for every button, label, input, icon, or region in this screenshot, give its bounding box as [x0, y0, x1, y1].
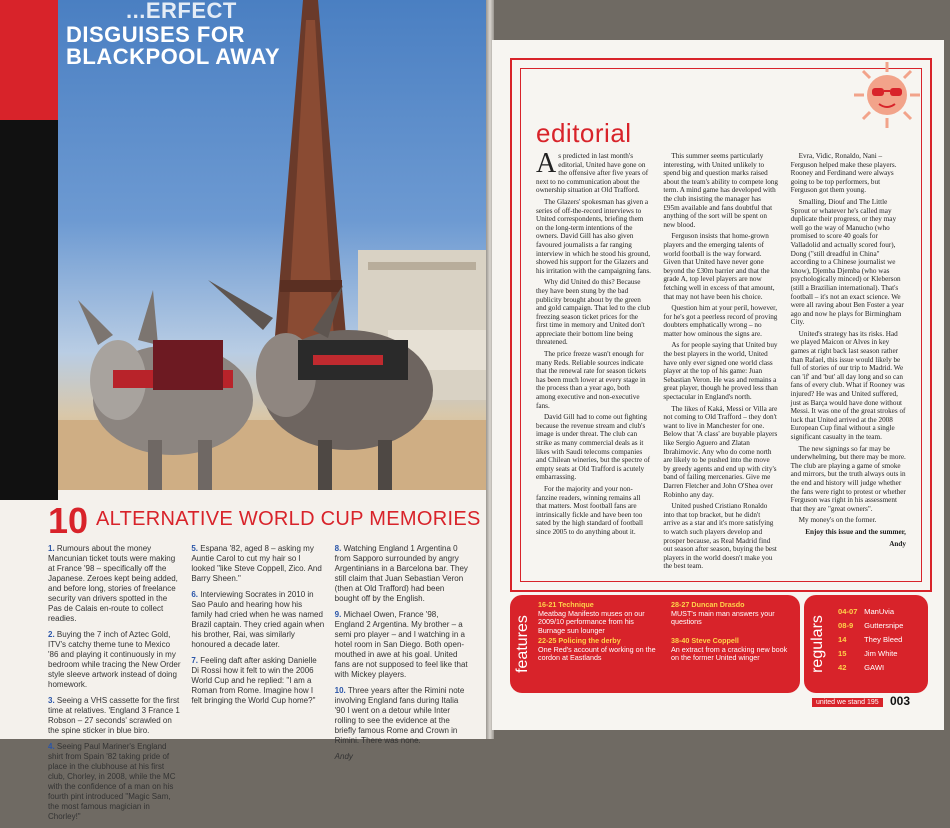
regular-item[interactable] — [838, 633, 903, 647]
feature-title: Technique — [558, 600, 594, 609]
headline — [66, 0, 280, 68]
regular-title: GAWI — [864, 663, 885, 672]
memory-number: 3. — [48, 696, 55, 705]
feature-pages: 38-40 — [671, 636, 690, 645]
editorial-title: editorial — [536, 118, 632, 148]
page-number: 003 — [890, 694, 911, 708]
editorial-paragraph: David Gill had to come out fighting because the revenue stream and club's image is under threat. The club can strike as many commercial deals as it likes with Saudi telecoms companies and Chilean wineries, but the spectre of empty seats at Old Trafford is acutely embarrassing. — [536, 413, 650, 482]
regular-pages: 08-9 — [838, 621, 854, 630]
regular-title: They Bleed — [863, 635, 903, 644]
memory-item — [335, 610, 468, 680]
memory-number: 1. — [48, 544, 55, 553]
editorial-paragraph: As for people saying that United buy the best players in the world, United have only ever signed one world class player at the top of his game: Juan Sebastian Veron. He was and remains a great player, though he proved less than spectacular in England's north. — [663, 341, 778, 402]
regular-item[interactable] — [838, 647, 903, 661]
memories-signoff: Andy — [334, 752, 353, 761]
editorial-paragraph: United's strategy has its risks. Had we played Maicon or Alves in key games at right back last season rather than Rafael, this issue would likely be full of stories of our trip to Madrid. We can 'if' and 'but' all day long and so can fans of every club. What if Rooney was injured? He was and United suffered, just as Barça would have done without Messi. It was one of the great strokes of luck that United arrived at the 2008 European Cup final without a single significant casualty in the team. — [790, 329, 906, 441]
editorial-column-3 — [791, 152, 906, 574]
regular-item[interactable] — [838, 605, 903, 619]
memory-text: Buying the 7 inch of Aztec Gold, ITV's catchy theme tune to Mexico '86 and playing it continuously in my bedroom while tracing the New Order style sleeve artwork instead of doing homework. — [48, 630, 181, 689]
feature-item[interactable] — [538, 637, 663, 663]
memory-item — [191, 590, 324, 650]
right-page — [492, 40, 944, 730]
feature-desc: Meatbag Manifesto muses on our 2009/10 performance from his Burnage sun lounger — [538, 608, 645, 635]
editorial-paragraph: The new signings so far may be underwhelming, but there may be more. The club are playing a game of smoke and mirrors, but the truth always outs in the end and history will judge whether the fans were right to protest or whether Ferguson was right in his assessment that they are "great owners". — [790, 444, 906, 513]
feature-title: Steve Coppell — [691, 636, 739, 645]
regular-pages: 15 — [838, 649, 847, 658]
editorial-paragraph: Smalling, Diouf and The Little Sprout or whatever he's called may duplicate their progress, or they may well go the way of Manucho (who promised to score 40 goals for Valladolid and actually scored four), Dong ("still dreadful in China" according to a Chinese journalist we know), Djemba Djemba (who was psychologically minced) or Kleberson (still a Brazilian international). That's football – it's not an exact science. We were all raving about Ben Foster a year ago and now he plays for Birmingham City. — [790, 197, 904, 327]
editorial-paragraph-text: s predicted in last month's editorial, United have gone on the offensive after five years of next to no communication about the ownership situation at Old Trafford. — [536, 152, 649, 195]
regular-title: ManUvia — [864, 607, 895, 616]
regular-title: Guttersnipe — [864, 621, 904, 630]
editorial-paragraph: Why did United do this? Because they have been stung by the bad publicity brought about by the green and gold campaign. That led to the club freezing season ticket prices for the first time in memory and United don't appreciate their bottom line being threatened. — [536, 278, 651, 347]
feature-item[interactable] — [671, 601, 796, 635]
memory-text: Feeling daft after asking Danielle Di Rossi how it felt to win the 2006 World Cup and he replied: "I am a Roman from Rome. Imagine how I felt bringing the World Cup home?" — [191, 656, 317, 705]
memory-item — [48, 544, 181, 624]
magazine-footer: united we stand 195 — [812, 698, 883, 707]
blackpool-donkeys-photo — [58, 0, 486, 490]
memory-text: Rumours about the money Mancunian ticket touts were making at France '98 – specifically off the Japanese. Zeroes kept being added, and before long, stories of freelance security van drivers spotted in the Pas de Calais en-route to collect readies. — [48, 544, 178, 623]
feature-title: Duncan Drasdo — [691, 600, 745, 609]
photo-illustration — [58, 0, 486, 490]
memory-number: 9. — [334, 610, 342, 619]
regular-title: Jim White — [864, 649, 898, 658]
editorial-paragraph — [536, 148, 651, 195]
memory-item — [335, 686, 468, 746]
feature-pages: 16-21 — [538, 600, 557, 609]
memory-number: 10. — [334, 686, 346, 695]
memory-number: 8. — [334, 544, 342, 553]
editorial-paragraph: My money's on the former. — [798, 516, 877, 525]
editorial-paragraph: This summer seems particularly interesting, with United unlikely to spend big and question marks raised about the team's ability to compete long term. A mind game has developed with the club insisting the manager has £95m available and fans doubtful that anything of the sort will be spent on new blood. — [663, 152, 778, 229]
memory-text: Espana '82, aged 8 – asking my Auntie Carol to cut my hair so I looked "like Steve Coppell, Zico. And Barry Sheen." — [191, 544, 322, 583]
memory-text: Three years after the Rimini note involving England fans during Italia '90 I went on a detour while Inter rolling to see the evidence at the briefly famous Rome and Crown in Rimini. There was none. — [334, 686, 465, 745]
feature-pages: 22-25 — [538, 636, 557, 645]
editorial-paragraph: United pushed Cristiano Ronaldo into that top bracket, but he didn't arrive as a star and it's more satisfying to watch such players develop and prosper because, as Real Madrid find out season after season, buying the best players in the world doesn't make you the best team. — [663, 502, 777, 571]
editorial-paragraph: Ferguson insists that home-grown players and the emerging talents of world football is the way forward. Given that United have never gone beyond the £30m barrier and that the grade A, top level players are now fetching well in excess of that amount, that may not have been his choice. — [663, 232, 775, 301]
sun-sunglasses-icon — [852, 60, 922, 130]
memory-item — [48, 696, 181, 736]
memory-item — [191, 656, 324, 706]
feature-item[interactable] — [538, 601, 663, 635]
editorial-column-1 — [536, 148, 651, 574]
editorial-paragraph: For the majority and your non-fanzine readers, winning remains all that matters. Most football fans are intrinsically fickle and have been too sated by the high standard of football since 2005 to do anything about it. — [536, 484, 643, 536]
memory-text: Interviewing Socrates in 2010 in Sao Paulo and hearing how his family had cried when he was named Brazil captain. They cried again when his brother, Rai, was similarly honoured a decade later. — [191, 590, 325, 649]
feature-desc: MUST's main man answers your questions — [671, 608, 775, 626]
world-cup-memories — [48, 494, 481, 821]
memories-column-1 — [48, 544, 181, 828]
headline-line: DISGUISES FOR — [66, 22, 245, 47]
regular-item[interactable] — [838, 661, 903, 675]
memory-number: 4. — [48, 742, 55, 751]
memory-number: 6. — [191, 590, 198, 599]
headline-line: ...ERFECT — [126, 0, 237, 23]
feature-title: Policing the derby — [558, 636, 621, 645]
memory-text: Michael Owen, France '98, England 2 Argentina. My brother – a semi pro player – and I watching in a hotel room in San Diego. Both open-mouthed in awe at his goal. United fans are not supposed to feel like that with Mickey players. — [334, 610, 468, 679]
memory-number: 2. — [48, 630, 55, 639]
headline-line: BLACKPOOL AWAY — [66, 44, 280, 69]
memory-text: Watching England 1 Argentina 0 from Sapporo surrounded by angry Argentinians in a Barcelona bar. They still claim that Juan Sebastian Veron (then at Old Trafford) had been bought off by the English. — [334, 544, 468, 603]
feature-item[interactable] — [671, 637, 796, 663]
memory-number: 7. — [191, 656, 198, 665]
editorial-column-2 — [663, 152, 778, 574]
editorial-closing-sign: Andy — [889, 539, 906, 548]
editorial-paragraph: Evra, Vidic, Ronaldo, Nani – Ferguson helped make these players. Rooney and Ferdinand were always going to be top performers, but Ferguson got them young. — [790, 152, 897, 195]
editorial-paragraph: The likes of Kaká, Messi or Villa are not coming to Old Trafford – they don't want to live in Manchester for one. Below that 'A class' are buyable players like Sergio Aguero and Zlatan Ibrahimovic. Any who do come north are likely to be pushed into the move by greedy agents and end up with city's band of failing mercenaries. Give me Darren Fletcher and John O'Shea over Robinho any day. — [663, 404, 778, 499]
editorial-closing: Enjoy this issue and the summer, — [805, 527, 906, 536]
features-list — [538, 601, 796, 663]
regulars-list — [838, 605, 903, 675]
black-band — [0, 120, 58, 500]
memory-item — [48, 630, 181, 690]
red-band — [0, 0, 58, 120]
editorial-paragraph: The Glazers' spokesman has given a series of off-the-record interviews to United correspondents, briefing them on the long-term intentions of the owners. David Gill has also given favoured journalists a far ranging interview in which he stood his ground, showed his support for the Glazers and his irritation with the campaigning fans. — [536, 197, 651, 275]
features-label — [510, 595, 534, 693]
memory-text: Seeing Paul Mariner's England shirt from Spain '82 taking pride of place in the clubhouse at his first club, Chorley, in 2008, while the MC with the confidence of a man on his fourth pint introduced "Magic Sam, the most famous magician in Chorley!" — [48, 742, 176, 821]
features-box — [510, 595, 800, 693]
features-label-text: features — [514, 615, 531, 673]
regular-pages: 14 — [838, 635, 847, 644]
feature-desc: An extract from a cracking new book on the former United winger — [671, 644, 788, 662]
editorial-paragraph: Question him at your peril, however, for he's got a peerless record of proving doubters emphatically wrong – no matter how ominous the signs are. — [663, 304, 778, 338]
list-number: 10 — [48, 500, 89, 541]
memory-item — [48, 742, 181, 822]
memory-number: 5. — [191, 544, 198, 553]
memories-column-3 — [335, 544, 468, 828]
memory-item — [191, 544, 324, 584]
feature-desc: One Red's account of working on the cordon at Eastlands — [538, 644, 656, 662]
memories-columns — [48, 544, 468, 828]
list-title: ALTERNATIVE WORLD CUP MEMORIES — [96, 508, 481, 530]
memories-column-2 — [191, 544, 324, 828]
editorial-columns — [536, 148, 906, 574]
editorial-paragraph: The price freeze wasn't enough for many Reds. Reliable sources indicate that the renewal rate for season tickets has been much lower at every stage in the process than a year ago, both among executive and non-executive fans. — [536, 350, 647, 410]
regular-pages: 42 — [838, 663, 847, 672]
memory-text: Seeing a VHS cassette for the first time at relatives. 'England 3 France 1 Robson – 27 seconds' scrawled on the spine sticker in blue biro. — [48, 696, 180, 735]
regulars-box — [804, 595, 928, 693]
regulars-label-text: regulars — [809, 615, 826, 673]
feature-pages: 28-27 — [671, 600, 690, 609]
drop-cap: A — [536, 148, 557, 179]
regular-pages: 04-07 — [838, 607, 858, 616]
memory-item — [335, 544, 468, 604]
regular-item[interactable] — [838, 619, 903, 633]
